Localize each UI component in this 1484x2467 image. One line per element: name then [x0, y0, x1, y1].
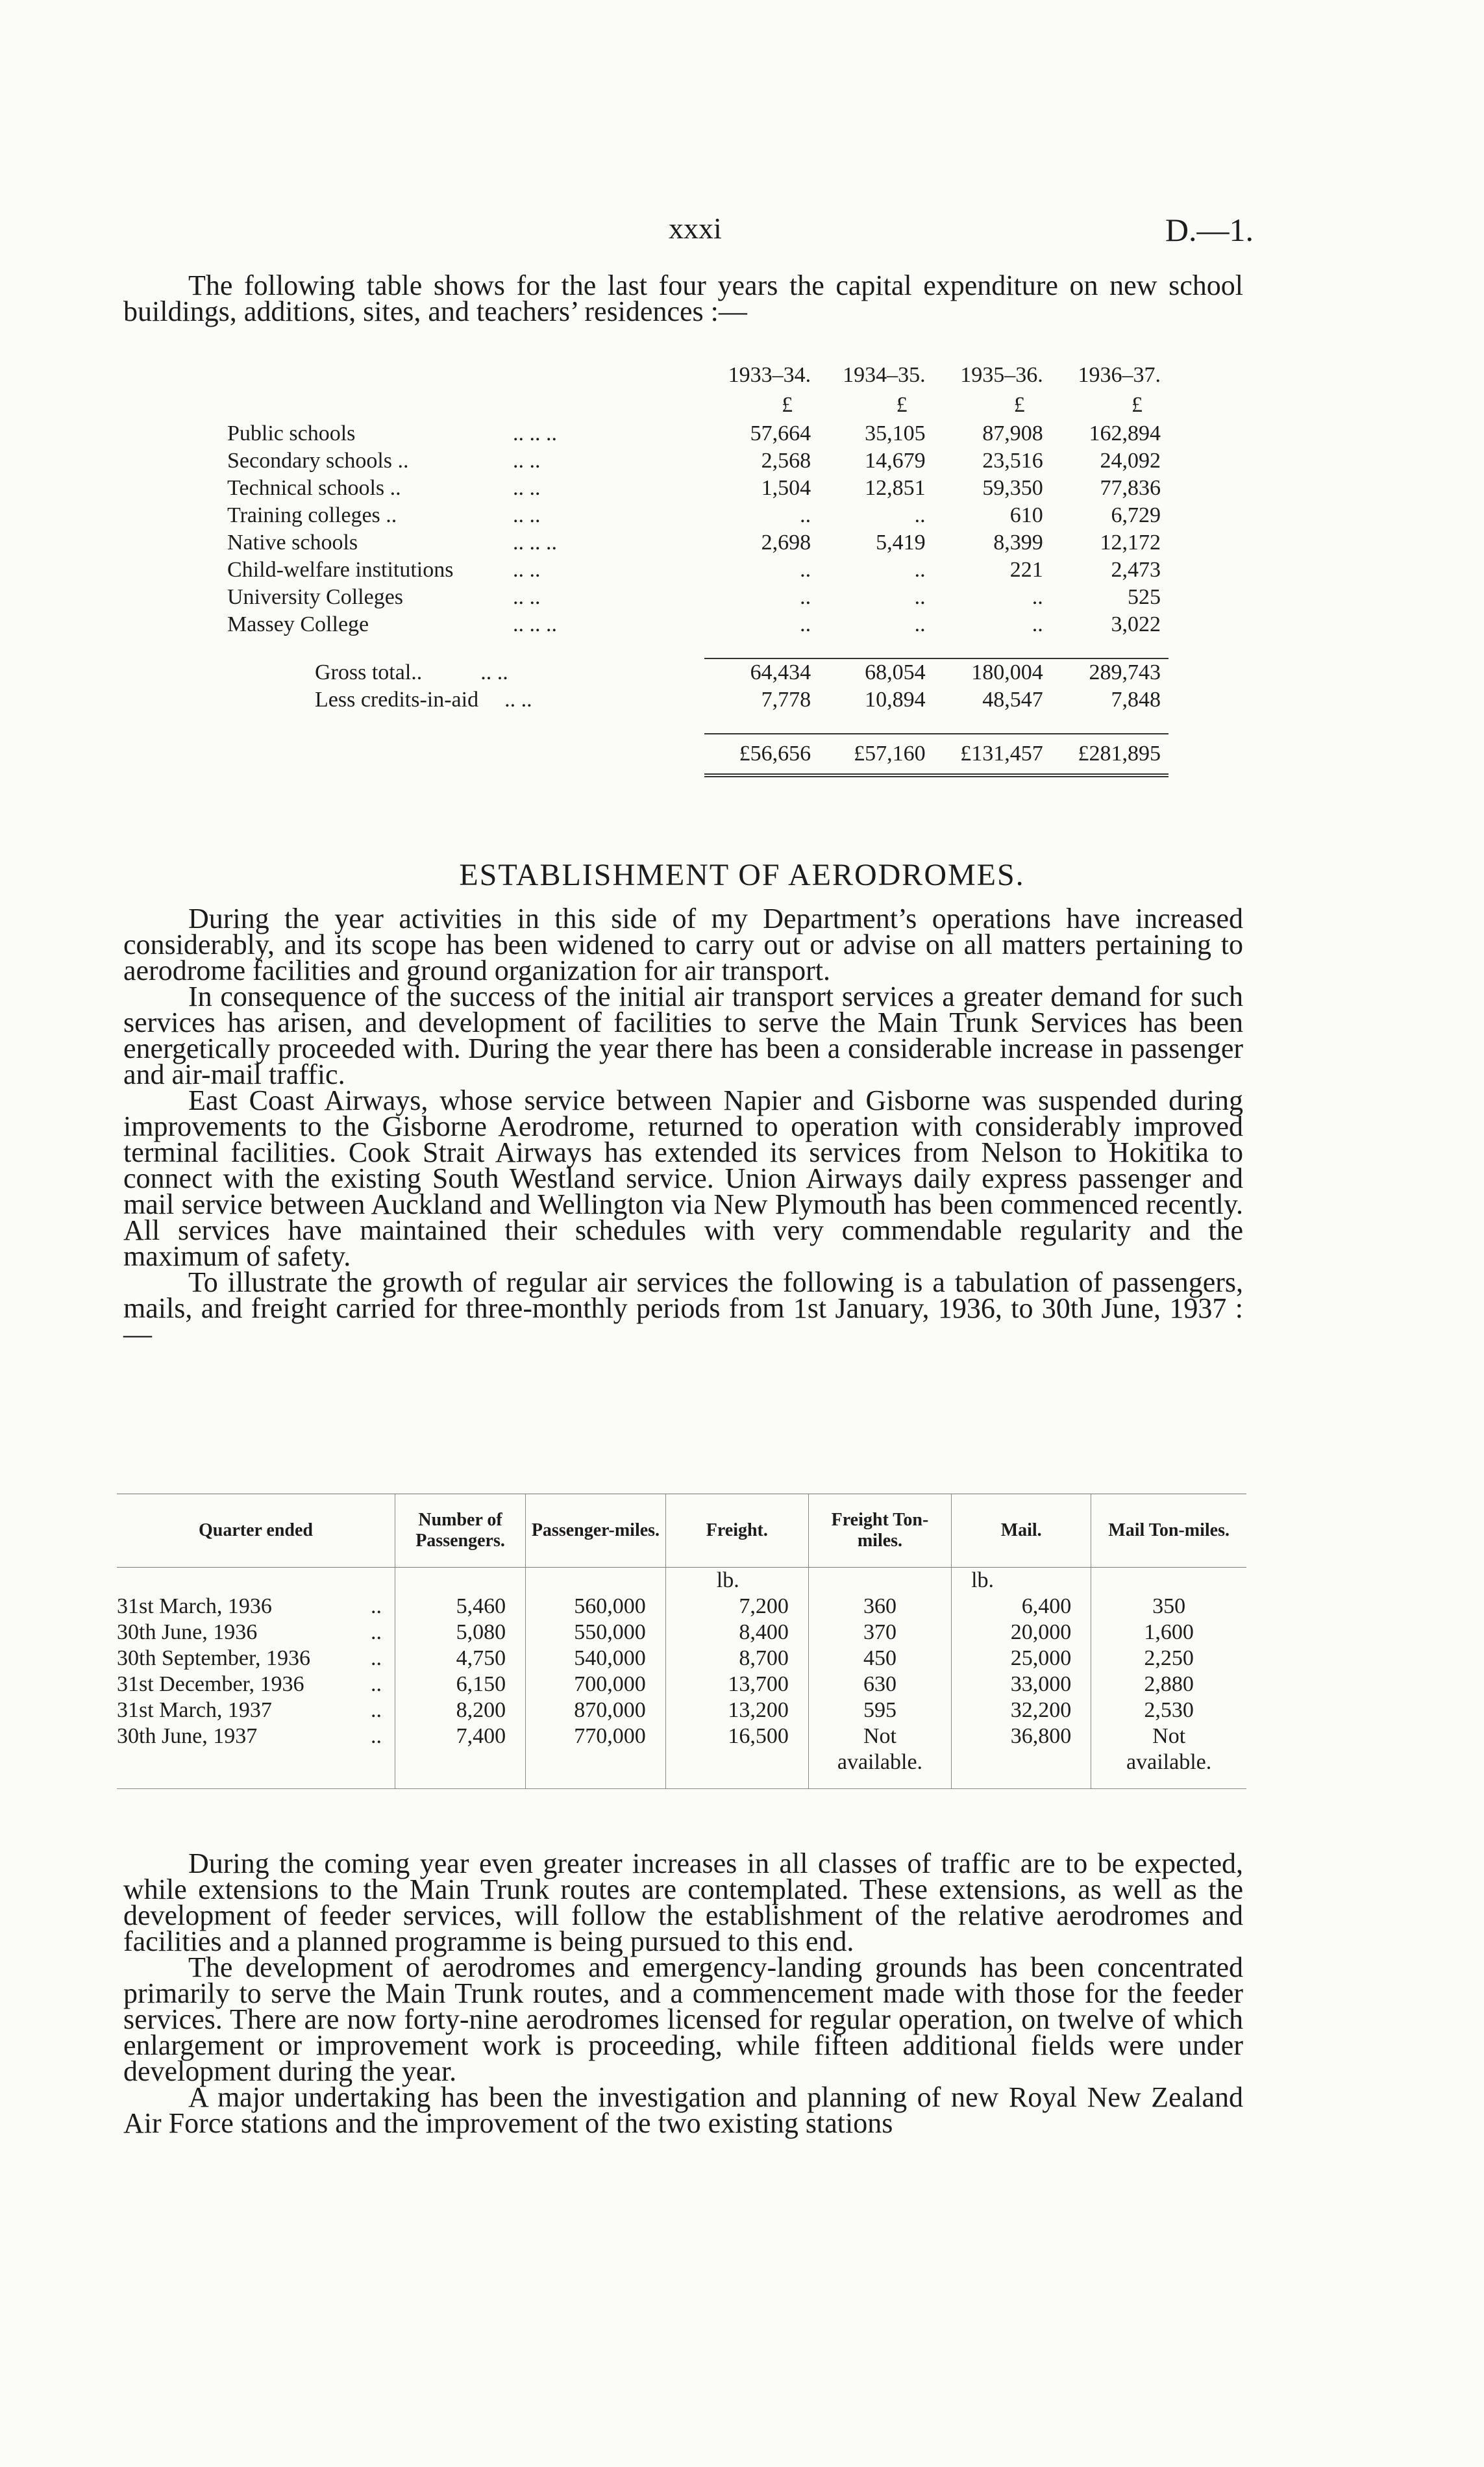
- table-cell: 48,547: [982, 688, 1043, 712]
- gross-total-label: Gross total.. .. ..: [315, 660, 508, 684]
- row-label: Training colleges .. .. ..: [227, 503, 541, 527]
- table-cell: 550,000: [526, 1620, 666, 1646]
- capital-row: [227, 611, 1169, 638]
- table-cell: 16,500: [665, 1723, 808, 1749]
- year-header: 1934–35.: [843, 363, 926, 387]
- paragraph: East Coast Airways, whose service between Napier and Gisborne was suspended during improvements to the Gisborne Aerodrome, returned to operation with considerably improved terminal facilities. Cook Strait Airways has extended its services from Nelson to Hokitika to connect with the existing South Westland service. Union Airways daily express passenger and mail service between Auckland and Wellington via New Plymouth has been commenced recently. All services have maintained their schedules with very commendable regularity and the maximum of safety.: [123, 1084, 1243, 1272]
- table-row: [117, 1697, 1246, 1723]
- table-cell: 87,908: [982, 421, 1043, 445]
- quarter-cell: 30th June, 1937 ..: [117, 1724, 382, 1748]
- capital-expenditure-table: [227, 360, 1169, 777]
- col-header-freight: Freight.: [665, 1494, 808, 1568]
- table-cell: ..: [1032, 612, 1043, 636]
- paragraph: To illustrate the growth of regular air services the following is a tabulation of passengers, mails, and freight carried for three-monthly periods from 1st January, 1936, to 30th June, 1937 :—: [123, 1266, 1243, 1350]
- col-header-mail: Mail.: [952, 1494, 1091, 1568]
- table-cell: 77,836: [1100, 476, 1161, 500]
- intro-paragraph: [123, 269, 1243, 327]
- quarter-cell: 30th June, 1936 ..: [117, 1620, 382, 1644]
- section-heading: ESTABLISHMENT OF AERODROMES.: [459, 858, 1025, 892]
- year-header: 1933–34.: [728, 363, 811, 387]
- table-cell: 525: [1128, 585, 1161, 609]
- table-cell: 2,698: [761, 531, 811, 555]
- table-cell: 36,800: [952, 1723, 1091, 1749]
- table-cell: 289,743: [1051, 658, 1169, 686]
- capital-row: [227, 529, 1169, 557]
- table-cell: 33,000: [952, 1672, 1091, 1697]
- table-cell: 350: [1091, 1594, 1246, 1620]
- air-traffic-table: [117, 1494, 1246, 1789]
- table-cell: 68,054: [819, 658, 934, 686]
- table-cell: 560,000: [526, 1594, 666, 1620]
- table-cell: 4,750: [395, 1646, 525, 1672]
- quarter-cell: 31st December, 1936 ..: [117, 1672, 382, 1696]
- table-cell: available.: [808, 1749, 951, 1789]
- year-header-row: [227, 360, 1169, 390]
- table-cell: 7,778: [761, 688, 811, 712]
- table-cell: 450: [808, 1646, 951, 1672]
- unit-label: £: [896, 393, 908, 417]
- net-total-cell: £57,160: [819, 734, 934, 775]
- table-cell: 32,200: [952, 1697, 1091, 1723]
- table-cell: 7,400: [395, 1723, 525, 1749]
- table-cell: 5,460: [395, 1594, 525, 1620]
- table-cell: 13,200: [665, 1697, 808, 1723]
- table-row: [117, 1594, 1246, 1620]
- air-table-body: [117, 1568, 1246, 1789]
- document-reference: D.—1.: [1165, 212, 1254, 248]
- capital-row: [227, 447, 1169, 475]
- table-cell: ..: [914, 558, 926, 582]
- table-cell: 7,848: [1111, 688, 1161, 712]
- row-label: Secondary schools .. .. ..: [227, 449, 541, 473]
- table-cell: 8,399: [993, 531, 1043, 555]
- table-cell: ..: [800, 585, 811, 609]
- col-header-quarter: Quarter ended: [117, 1494, 395, 1568]
- table-cell: ..: [800, 558, 811, 582]
- table-row: [117, 1723, 1246, 1749]
- capital-row: [227, 584, 1169, 611]
- unit-label: lb.: [665, 1568, 808, 1594]
- table-cell: 6,729: [1111, 503, 1161, 527]
- continuation-row: [117, 1749, 1246, 1789]
- table-cell: 12,851: [865, 476, 926, 500]
- quarter-cell: 31st March, 1937 ..: [117, 1698, 382, 1722]
- table-cell: 370: [808, 1620, 951, 1646]
- table-cell: 25,000: [952, 1646, 1091, 1672]
- table-cell: 1,600: [1091, 1620, 1246, 1646]
- unit-row: [227, 390, 1169, 420]
- table-cell: 10,894: [865, 688, 926, 712]
- capital-row: [227, 420, 1169, 447]
- table-cell: 5,080: [395, 1620, 525, 1646]
- table-cell: 64,434: [704, 658, 819, 686]
- row-label: University Colleges .. ..: [227, 585, 541, 609]
- quarter-cell: 31st March, 1936 ..: [117, 1594, 382, 1618]
- table-cell: 12,172: [1100, 531, 1161, 555]
- table-cell: 180,004: [934, 658, 1051, 686]
- quarter-cell: 30th September, 1936 ..: [117, 1646, 382, 1670]
- table-row: [117, 1672, 1246, 1697]
- credits-row: [227, 686, 1169, 714]
- table-cell: 2,250: [1091, 1646, 1246, 1672]
- aerodrome-paragraphs: [123, 903, 1243, 1350]
- table-cell: 3,022: [1111, 612, 1161, 636]
- units-row: [117, 1568, 1246, 1594]
- table-cell: 870,000: [526, 1697, 666, 1723]
- capital-row: [227, 475, 1169, 502]
- paragraph: During the year activities in this side of my Department’s operations have increased considerably, and its scope has been widened to carry out or advise on all matters pertaining to aerodrome facilities and ground organization for air transport.: [123, 903, 1243, 986]
- net-total-cell: £56,656: [704, 734, 819, 775]
- table-cell: 7,200: [665, 1594, 808, 1620]
- paragraph: The development of aerodromes and emergency-landing grounds has been concentrated primarily to serve the Main Trunk routes, and a commencement made with those for the feeder services. There are now forty-nine aerodromes licensed for regular operation, on twelve of which enlargement or improvement work is proceeding, while fifteen additional fields were under development during the year.: [123, 1951, 1243, 2087]
- gross-total-row: [227, 658, 1169, 686]
- table-cell: ..: [800, 503, 811, 527]
- row-label: Massey College .. .. ..: [227, 612, 557, 636]
- table-cell: 162,894: [1089, 421, 1161, 445]
- closing-paragraphs: [123, 1847, 1243, 2139]
- unit-label: £: [782, 393, 793, 417]
- credits-label: Less credits-in-aid .. ..: [315, 688, 532, 712]
- row-label: Child-welfare institutions .. ..: [227, 558, 541, 582]
- net-total-row: [227, 734, 1169, 775]
- table-cell: 5,419: [876, 531, 926, 555]
- unit-label: £: [1013, 393, 1025, 417]
- table-cell: 8,400: [665, 1620, 808, 1646]
- table-cell: 1,504: [761, 476, 811, 500]
- row-label: Public schools .. .. ..: [227, 421, 557, 445]
- unit-label: lb.: [952, 1568, 1091, 1594]
- table-cell: 8,700: [665, 1646, 808, 1672]
- page-number: xxxi: [669, 212, 722, 245]
- table-cell: 20,000: [952, 1620, 1091, 1646]
- table-cell: 595: [808, 1697, 951, 1723]
- table-cell: ..: [914, 503, 926, 527]
- table-cell: ..: [800, 612, 811, 636]
- table-cell: 2,473: [1111, 558, 1161, 582]
- table-cell: 360: [808, 1594, 951, 1620]
- table-cell: 630: [808, 1672, 951, 1697]
- year-header: 1936–37.: [1078, 363, 1161, 387]
- table-cell: 6,150: [395, 1672, 525, 1697]
- paragraph: A major undertaking has been the investigation and planning of new Royal New Zealand Air Force stations and the improvement of the two existing stations: [123, 2081, 1243, 2139]
- col-header-passenger-miles: Passenger-miles.: [526, 1494, 666, 1568]
- paragraph: In consequence of the success of the initial air transport services a greater demand for such services has arisen, and development of facilities to serve the Main Trunk Services has been energetically proceeded with. During the year there has been a considerable increase in passenger and air-mail traffic.: [123, 981, 1243, 1090]
- table-row: [117, 1646, 1246, 1672]
- table-cell: ..: [1032, 585, 1043, 609]
- table-cell: available.: [1091, 1749, 1246, 1789]
- table-cell: 610: [1009, 503, 1043, 527]
- table-cell: ..: [914, 585, 926, 609]
- table-cell: 35,105: [865, 421, 926, 445]
- paragraph: During the coming year even greater increases in all classes of traffic are to be expected, while extensions to the Main Trunk routes are contemplated. These extensions, as well as the development of feeder services, will follow the establishment of the relative aerodromes and facilities and a planned programme is being pursued to this end.: [123, 1847, 1243, 1957]
- col-header-passengers: Number of Passengers.: [395, 1494, 525, 1568]
- table-cell: 540,000: [526, 1646, 666, 1672]
- air-table-header-row: [117, 1494, 1246, 1568]
- capital-row: [227, 502, 1169, 529]
- table-cell: 24,092: [1100, 449, 1161, 473]
- col-header-freight-ton-miles: Freight Ton-miles.: [808, 1494, 951, 1568]
- table-cell: 770,000: [526, 1723, 666, 1749]
- table-cell: 2,880: [1091, 1672, 1246, 1697]
- table-cell: ..: [914, 612, 926, 636]
- table-cell: 23,516: [982, 449, 1043, 473]
- year-header: 1935–36.: [960, 363, 1043, 387]
- table-cell: Not: [1091, 1723, 1246, 1749]
- unit-label: £: [1132, 393, 1143, 417]
- table-cell: 221: [1009, 558, 1043, 582]
- table-cell: 8,200: [395, 1697, 525, 1723]
- table-row: [117, 1620, 1246, 1646]
- table-cell: 14,679: [865, 449, 926, 473]
- table-cell: 700,000: [526, 1672, 666, 1697]
- table-cell: 2,568: [761, 449, 811, 473]
- net-total-cell: £281,895: [1051, 734, 1169, 775]
- table-cell: Not: [808, 1723, 951, 1749]
- row-label: Native schools .. .. ..: [227, 531, 557, 555]
- table-cell: 13,700: [665, 1672, 808, 1697]
- col-header-mail-ton-miles: Mail Ton-miles.: [1091, 1494, 1246, 1568]
- intro-text: The following table shows for the last four years the capital expenditure on new school buildings, additions, sites, and teachers’ residences :—: [123, 269, 1243, 327]
- table-cell: 59,350: [982, 476, 1043, 500]
- row-label: Technical schools .. .. ..: [227, 476, 541, 500]
- capital-row: [227, 557, 1169, 584]
- table-cell: 57,664: [750, 421, 811, 445]
- table-cell: 6,400: [952, 1594, 1091, 1620]
- table-cell: 2,530: [1091, 1697, 1246, 1723]
- capital-rows: [227, 420, 1169, 638]
- net-total-cell: £131,457: [934, 734, 1051, 775]
